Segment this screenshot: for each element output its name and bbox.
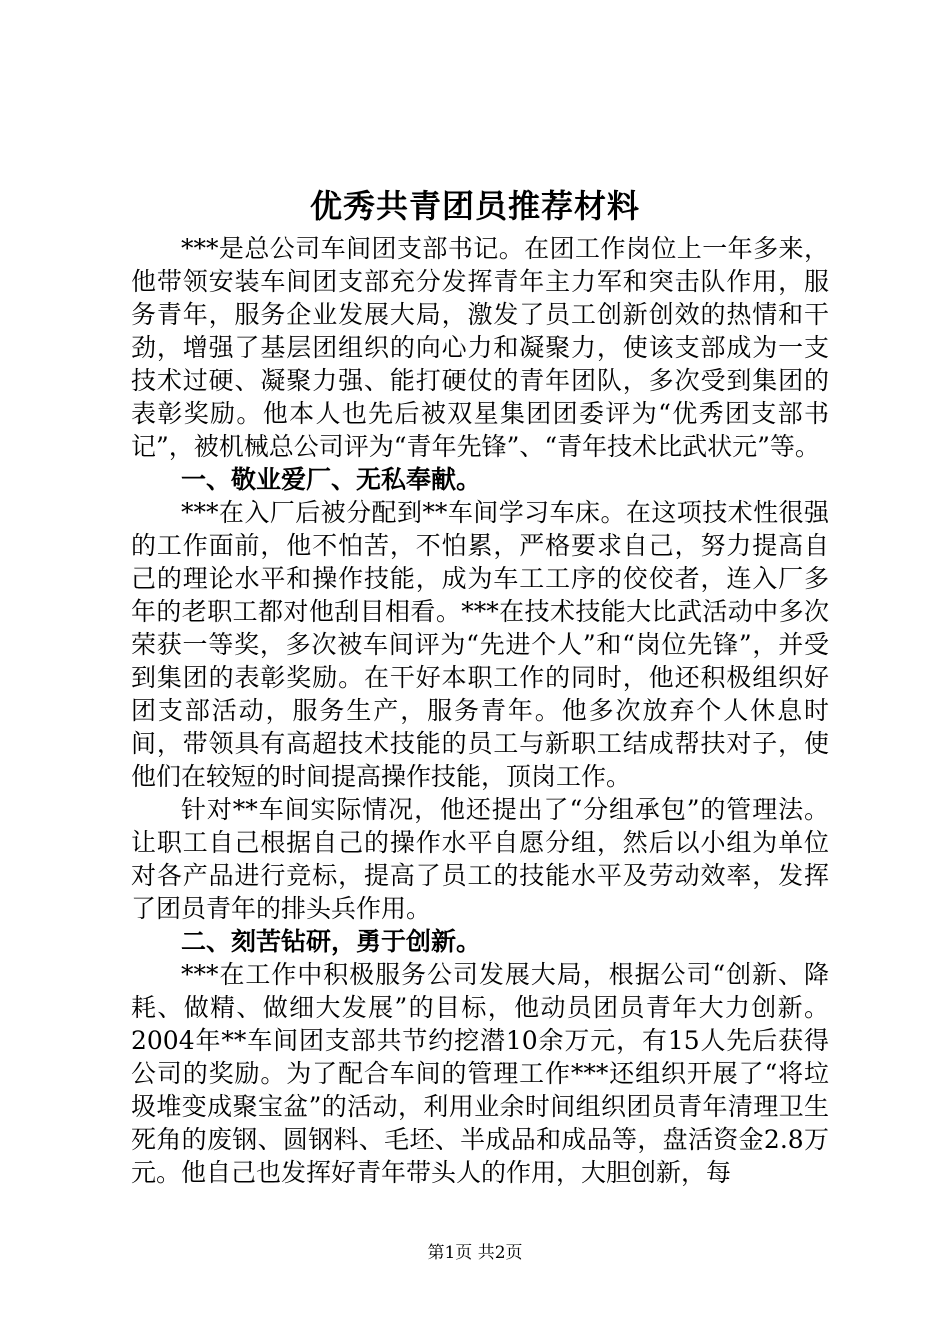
page-footer: 第1页 共2页	[427, 1243, 523, 1263]
paragraph-section2-a: ***在工作中积极服务公司发展大局，根据公司“创新、降耗、做精、做细大发展”的目标，他动员团员青年大力创新。2004年**车间团支部共节约挖潜10余万元，有15人先后获得公司的奖励。为了配合车间的管理工作***还组织开展了“将垃圾堆变成聚宝盆”的活动，利用业余时间组织团员青年清理卫生死角的废钢、圆钢料、毛坯、半成品和成品等，盘活资金2.8万元。他自己也发挥好青年带头人的作用，大胆创新，每	[131, 960, 829, 1187]
section-heading-1: 一、敬业爱厂、无私奉献。	[181, 465, 482, 494]
paragraph-intro: ***是总公司车间团支部书记。在团工作岗位上一年多来，他带领安装车间团支部充分发挥青年主力军和突击队作用，服务青年，服务企业发展大局，激发了员工创新创效的热情和干劲，增强了基层团组织的向心力和凝聚力，使该支部成为一支技术过硬、凝聚力强、能打硬仗的青年团队，多次受到集团的表彰奖励。他本人也先后被双星集团团委评为“优秀团支部书记”，被机械总公司评为“青年先锋”、“青年技术比武状元”等。	[131, 234, 829, 461]
document-body	[131, 232, 829, 1189]
document-title: 优秀共青团员推荐材料	[309, 187, 640, 225]
section-heading-2: 二、刻苦钻研，勇于创新。	[181, 927, 482, 956]
paragraph-section1-b: 针对**车间实际情况，他还提出了“分组承包”的管理法。让职工自己根据自己的操作水平自愿分组，然后以小组为单位对各产品进行竞标，提高了员工的技能水平及劳动效率，发挥了团员青年的排头兵作用。	[131, 795, 829, 923]
paragraph-section1-a: ***在入厂后被分配到**车间学习车床。在这项技术性很强的工作面前，他不怕苦，不怕累，严格要求自己，努力提高自己的理论水平和操作技能，成为车工工序的佼佼者，连入厂多年的老职工都对他刮目相看。***在技术技能大比武活动中多次荣获一等奖，多次被车间评为“先进个人”和“岗位先锋”，并受到集团的表彰奖励。在干好本职工作的同时，他还积极组织好团支部活动，服务生产，服务青年。他多次放弃个人休息时间，带领具有高超技术技能的员工与新职工结成帮扶对子，使他们在较短的时间提高操作技能，顶岗工作。	[131, 498, 829, 791]
